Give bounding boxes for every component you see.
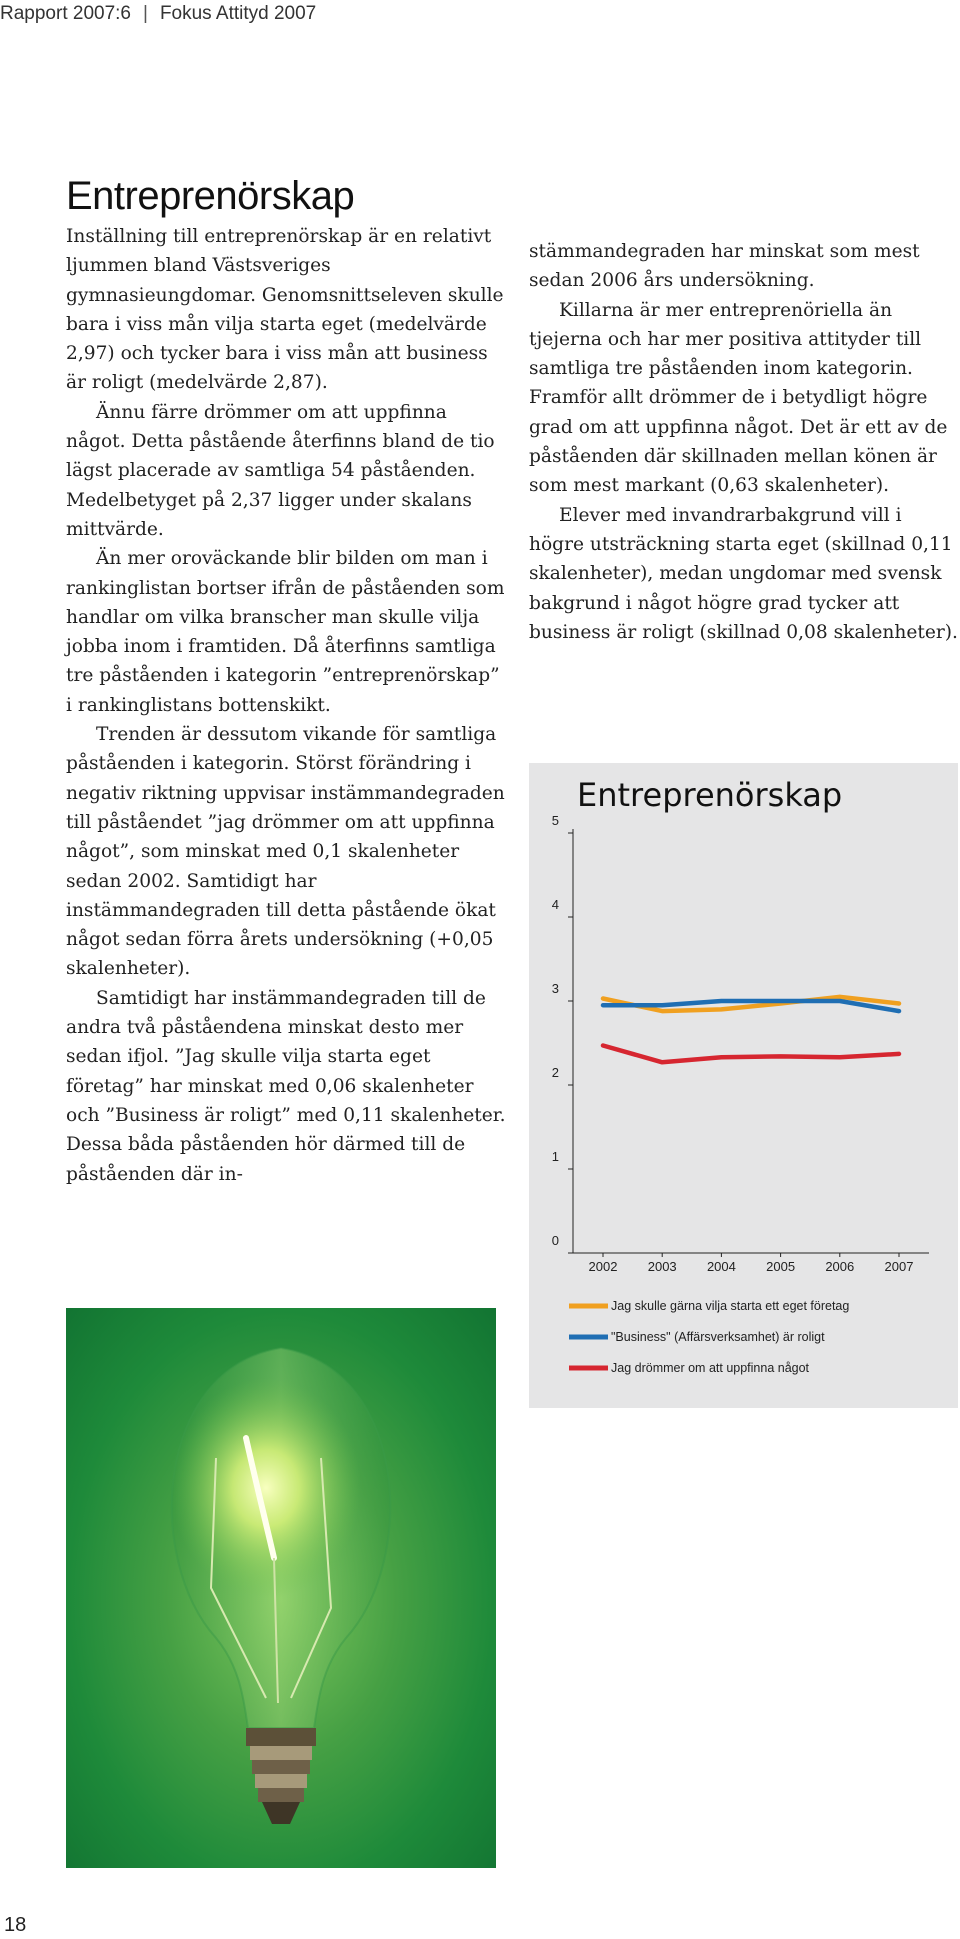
lightbulb-photo bbox=[66, 1308, 496, 1868]
legend-label: Jag drömmer om att uppfinna något bbox=[611, 1361, 810, 1375]
left-text-column bbox=[66, 222, 506, 1189]
page-number: 18 bbox=[4, 1914, 27, 1936]
report-id: Rapport 2007:6 bbox=[0, 3, 131, 24]
y-tick-label: 5 bbox=[551, 813, 559, 828]
series-line bbox=[603, 1046, 899, 1063]
paragraph: stämmandegraden har minskat som mest sedan 2006 års undersökning. bbox=[529, 241, 920, 292]
paragraph: Elever med invandrarbakgrund vill i högre utsträckning starta eget (skillnad 0,11 skalenheter), medan ungdomar med svensk bakgrund i något högre grad tycker att business är roligt (skillnad 0,08 skalenheter). bbox=[529, 504, 958, 643]
chart-panel bbox=[529, 763, 958, 1408]
page-title: Entreprenörskap bbox=[66, 174, 355, 218]
x-tick-label: 2006 bbox=[825, 1259, 855, 1274]
y-tick-label: 2 bbox=[551, 1065, 559, 1080]
paragraph: Ännu färre drömmer om att uppfinna något. Detta påstående återfinns bland de tio lägst placerade av samtliga 54 påståenden. Medelbetyget på 2,37 ligger under skalans mittvärde. bbox=[66, 401, 495, 540]
running-header bbox=[0, 0, 960, 28]
x-tick-label: 2007 bbox=[884, 1259, 914, 1274]
legend-label: Jag skulle gärna vilja starta ett eget företag bbox=[611, 1299, 850, 1313]
paragraph: Trenden är dessutom vikande för samtliga påståenden i kategorin. Störst förändring i negativ riktning uppvisar instämmandegraden till påståendet ”jag drömmer om att uppfinna något”, som minskat med 0,1 skalenheter sedan 2002. Samtidigt har instämmandegraden till detta påstående ökat något sedan förra årets undersökning (+0,05 skalenheter). bbox=[66, 724, 505, 980]
chart-title: Entreprenörskap bbox=[577, 776, 843, 814]
paragraph: Inställning till entreprenörskap är en relativt ljummen bland Västsveriges gymnasieungdomar. Genomsnittseleven skulle bara i viss mån vilja starta eget (medelvärde 2,97) och tycker bara i viss mån att business är roligt (medelvärde 2,87). bbox=[66, 226, 504, 394]
paragraph: Än mer oroväckande blir bilden om man i rankinglistan bortser ifrån de påståenden som handlar om vilka branscher man skulle vilja jobba inom i framtiden. Då återfinns samtliga tre påståenden i kategorin ”entreprenörskap” i rankinglistans bottenskikt. bbox=[66, 548, 505, 716]
y-tick-label: 1 bbox=[551, 1149, 559, 1164]
legend-label: "Business" (Affärsverksamhet) är roligt bbox=[611, 1330, 825, 1344]
x-tick-label: 2002 bbox=[588, 1259, 618, 1274]
paragraph: Samtidigt har instämmandegraden till de andra två påståendena minskat desto mer sedan ifjol. ”Jag skulle vilja starta eget företag” har minskat med 0,06 skalenheter och ”Business är roligt” med 0,11 skalenheter. Dessa båda påståenden hör därmed till de påståenden där in- bbox=[66, 987, 506, 1185]
header-separator: | bbox=[143, 3, 148, 24]
y-tick-label: 3 bbox=[551, 981, 559, 996]
lightbulb-icon bbox=[66, 1308, 496, 1868]
x-tick-label: 2004 bbox=[706, 1259, 736, 1274]
x-tick-label: 2005 bbox=[766, 1259, 796, 1274]
paragraph: Killarna är mer entreprenöriella än tjejerna och har mer positiva attityder till samtliga tre påståenden inom kategorin. Framför allt drömmer de i betydligt högre grad om att uppfinna något. Det är ett av de påståenden där skillnaden mellan könen är som mest markant (0,63 skalenheter). bbox=[529, 299, 948, 497]
line-chart bbox=[529, 763, 958, 1408]
publication-name: Fokus Attityd 2007 bbox=[159, 3, 317, 24]
y-tick-label: 4 bbox=[551, 897, 559, 912]
x-tick-label: 2003 bbox=[647, 1259, 677, 1274]
y-tick-label: 0 bbox=[551, 1233, 559, 1248]
right-text-column bbox=[529, 237, 959, 647]
